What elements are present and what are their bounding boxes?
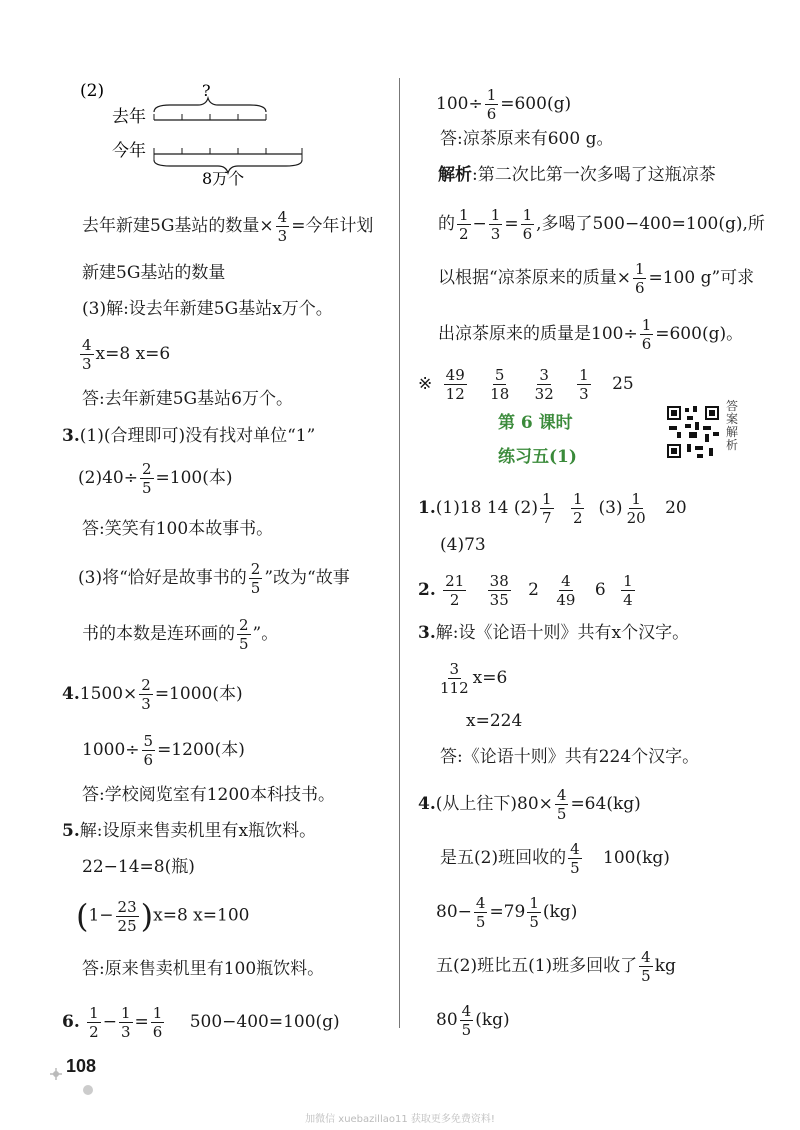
numerator: 2 bbox=[239, 616, 249, 634]
text: =今年计划 bbox=[291, 216, 374, 236]
fraction bbox=[474, 894, 488, 931]
numerator: 1 bbox=[623, 572, 633, 590]
text: 解:设原来售卖机里有x瓶饮料。 bbox=[79, 821, 317, 841]
denominator: 18 bbox=[490, 385, 510, 403]
numerator: 49 bbox=[445, 366, 465, 384]
numerator: 4 bbox=[82, 336, 92, 354]
denominator: 6 bbox=[522, 225, 533, 243]
bonus-answer-line bbox=[418, 366, 634, 403]
numerator: 4 bbox=[475, 894, 486, 912]
denominator: 5 bbox=[461, 1021, 472, 1039]
question-number: 3. bbox=[418, 623, 436, 643]
question-number: 6. bbox=[62, 1012, 80, 1032]
diagram-row-last-year: 去年 bbox=[112, 107, 146, 127]
answer-line bbox=[76, 896, 249, 936]
diagram-row-this-year: 今年 bbox=[112, 141, 146, 161]
exercise-1 bbox=[418, 490, 687, 527]
question-number: 1. bbox=[418, 498, 436, 518]
fraction bbox=[489, 206, 503, 243]
text: 五(2)班比五(1)班多回收了 bbox=[436, 956, 638, 976]
numerator: 1 bbox=[490, 206, 501, 224]
exercise-4 bbox=[418, 786, 641, 823]
fraction bbox=[142, 732, 156, 769]
fraction bbox=[140, 460, 154, 497]
text: (3) bbox=[598, 498, 623, 518]
text: 80 bbox=[436, 1010, 458, 1030]
analysis-line bbox=[438, 260, 754, 297]
text: = bbox=[134, 1012, 149, 1032]
text: 1000÷ bbox=[82, 740, 140, 760]
numerator: 1 bbox=[459, 206, 469, 224]
answer-line bbox=[436, 660, 507, 697]
analysis-line bbox=[438, 206, 765, 243]
text: 解:设《论语十则》共有x个汉字。 bbox=[435, 623, 690, 643]
numerator: 23 bbox=[117, 897, 137, 916]
answer-line bbox=[436, 948, 676, 985]
answer-line: (3)解:设去年新建5G基站x万个。 bbox=[82, 299, 333, 319]
numerator: 2 bbox=[141, 460, 152, 478]
text: 20 bbox=[665, 498, 687, 518]
question-number: 4. bbox=[62, 684, 80, 704]
text: (3)将“恰好是故事书的 bbox=[78, 568, 247, 588]
numerator: 4 bbox=[461, 1002, 472, 1020]
text: kg bbox=[654, 956, 676, 976]
answer-line: 答:去年新建5G基站6万个。 bbox=[82, 389, 293, 409]
numerator: 1 bbox=[579, 366, 589, 384]
qr-code-icon[interactable] bbox=[665, 404, 721, 460]
denominator: 3 bbox=[120, 1023, 131, 1041]
column-divider bbox=[399, 78, 400, 1028]
text: − bbox=[102, 1012, 117, 1032]
right-paren: ) bbox=[140, 897, 154, 935]
fraction bbox=[237, 616, 251, 653]
numerator: 4 bbox=[277, 208, 288, 226]
numerator: 3 bbox=[449, 660, 460, 678]
analysis-line bbox=[438, 316, 743, 353]
denominator: 112 bbox=[440, 679, 469, 697]
denominator: 4 bbox=[623, 591, 633, 609]
text: (2)40÷ bbox=[78, 468, 138, 488]
text: 的 bbox=[438, 214, 455, 234]
text: 1− bbox=[88, 905, 114, 926]
page-number: 108 bbox=[66, 1056, 97, 1076]
denominator: 5 bbox=[239, 635, 249, 653]
numerator: 1 bbox=[522, 206, 533, 224]
exercise-heading: 练习五(1) bbox=[498, 447, 577, 467]
text: =64(kg) bbox=[570, 794, 641, 814]
numerator: 4 bbox=[556, 786, 567, 804]
text: :第二次比第一次多喝了这瓶凉茶 bbox=[472, 165, 716, 185]
numerator: 1 bbox=[120, 1004, 131, 1022]
numerator: 1 bbox=[541, 490, 552, 508]
text: =600(g)。 bbox=[655, 324, 744, 344]
text: (1)(合理即可)没有找对单位“1” bbox=[79, 426, 316, 446]
diagram-amount-label: 8万个 bbox=[202, 169, 245, 188]
fraction bbox=[625, 490, 648, 527]
fraction bbox=[485, 86, 499, 123]
denominator: 5 bbox=[570, 859, 580, 877]
footer-watermark: 加微信 xuebazillao11 获取更多免费资料! bbox=[305, 1114, 495, 1125]
denominator: 20 bbox=[626, 509, 646, 527]
text: (1)18 14 (2) bbox=[435, 498, 538, 518]
text: x=8 x=6 bbox=[95, 344, 171, 364]
numerator: 3 bbox=[539, 366, 549, 384]
question-number: 3. bbox=[62, 426, 80, 446]
fraction bbox=[488, 366, 511, 403]
numerator: 2 bbox=[141, 676, 151, 694]
text: ”。 bbox=[252, 624, 279, 644]
analysis-label: 解析 bbox=[438, 165, 472, 185]
answer-line bbox=[436, 1002, 510, 1039]
denominator: 3 bbox=[490, 225, 501, 243]
numerator: 1 bbox=[634, 260, 645, 278]
answer-line bbox=[82, 732, 245, 769]
text: =100(本) bbox=[155, 468, 233, 488]
reference-mark: ※ bbox=[418, 374, 433, 394]
numerator: 1 bbox=[89, 1004, 99, 1022]
denominator: 2 bbox=[459, 225, 469, 243]
fraction bbox=[438, 660, 471, 697]
text: =1200(本) bbox=[157, 740, 245, 760]
answer-line: 22−14=8(瓶) bbox=[82, 857, 195, 877]
fraction bbox=[571, 490, 585, 527]
text: =600(g) bbox=[500, 94, 572, 114]
segment-diagram bbox=[80, 78, 320, 188]
text: 是五(2)班回收的 bbox=[440, 848, 567, 868]
fraction bbox=[640, 316, 654, 353]
fraction bbox=[151, 1004, 165, 1041]
question-5 bbox=[62, 820, 316, 842]
text: 80− bbox=[436, 902, 472, 922]
fraction bbox=[555, 786, 569, 823]
left-paren: ( bbox=[76, 897, 89, 935]
denominator: 6 bbox=[641, 335, 652, 353]
text: x=8 x=100 bbox=[153, 905, 250, 926]
exercise-2 bbox=[418, 572, 637, 609]
fraction bbox=[249, 560, 263, 597]
text: =79 bbox=[489, 902, 526, 922]
denominator: 25 bbox=[117, 916, 137, 935]
numerator: 1 bbox=[641, 316, 652, 334]
denominator: 5 bbox=[641, 967, 651, 985]
text: x=6 bbox=[472, 668, 508, 688]
question-6 bbox=[62, 1004, 340, 1041]
answer-line: 答:原来售卖机里有100瓶饮料。 bbox=[82, 959, 325, 979]
lesson-heading: 第 6 课时 bbox=[498, 413, 573, 433]
denominator: 5 bbox=[475, 913, 486, 931]
text: (kg) bbox=[475, 1010, 510, 1030]
fraction bbox=[444, 366, 467, 403]
denominator: 7 bbox=[541, 509, 552, 527]
answer-line bbox=[82, 208, 373, 245]
fraction bbox=[119, 1004, 133, 1041]
denominator: 6 bbox=[152, 1023, 163, 1041]
fraction bbox=[521, 206, 535, 243]
text: =100 g”可求 bbox=[648, 268, 755, 288]
text: 出凉茶原来的质量是100÷ bbox=[438, 324, 638, 344]
text: ”改为“故事 bbox=[264, 568, 350, 588]
numerator: 1 bbox=[486, 86, 497, 104]
diagram-part-label: (2) bbox=[80, 81, 105, 101]
diagram-top-brace bbox=[154, 98, 266, 112]
text: ,多喝了500−400=100(g),所 bbox=[536, 214, 765, 234]
denominator: 5 bbox=[141, 479, 152, 497]
denominator: 2 bbox=[572, 509, 583, 527]
numerator: 1 bbox=[529, 894, 539, 912]
fraction bbox=[139, 676, 153, 713]
numerator: 5 bbox=[143, 732, 154, 750]
denominator: 5 bbox=[250, 579, 261, 597]
answer-line: (4)73 bbox=[440, 535, 486, 555]
text: 1500× bbox=[79, 684, 138, 704]
answer-line: 新建5G基站的数量 bbox=[82, 263, 226, 283]
fraction bbox=[80, 336, 94, 373]
fraction bbox=[460, 1002, 474, 1039]
answer-line bbox=[78, 460, 232, 497]
answer-line: 答:凉茶原来有600 g。 bbox=[440, 129, 614, 149]
text: 25 bbox=[612, 374, 634, 394]
numerator: 1 bbox=[631, 490, 641, 508]
answer-line: 答:笑笑有100本故事书。 bbox=[82, 519, 274, 539]
denominator: 2 bbox=[89, 1023, 99, 1041]
qr-caption: 答案解析 bbox=[726, 399, 739, 452]
answer-line bbox=[82, 616, 278, 653]
fraction bbox=[457, 206, 471, 243]
text: 6 bbox=[594, 580, 606, 600]
text: (kg) bbox=[542, 902, 578, 922]
denominator: 3 bbox=[141, 695, 151, 713]
numerator: 4 bbox=[561, 572, 571, 590]
text: =1000(本) bbox=[154, 684, 243, 704]
numerator: 4 bbox=[641, 948, 651, 966]
fraction bbox=[568, 840, 582, 877]
question-number: 5. bbox=[62, 821, 80, 841]
denominator: 5 bbox=[529, 913, 539, 931]
question-4 bbox=[62, 676, 243, 713]
denominator: 12 bbox=[445, 385, 465, 403]
answer-line: 答:《论语十则》共有224个汉字。 bbox=[440, 747, 700, 767]
fraction bbox=[87, 1004, 101, 1041]
analysis-line bbox=[438, 164, 716, 186]
fraction bbox=[554, 572, 577, 609]
numerator: 5 bbox=[494, 366, 505, 384]
answer-line bbox=[78, 560, 350, 597]
fraction bbox=[488, 572, 511, 609]
denominator: 3 bbox=[277, 227, 288, 245]
question-3 bbox=[62, 425, 315, 447]
text: 100÷ bbox=[436, 94, 483, 114]
question-number: 2. bbox=[418, 580, 436, 600]
numerator: 4 bbox=[570, 840, 580, 858]
fraction bbox=[276, 208, 290, 245]
text: (从上往下)80× bbox=[435, 794, 553, 814]
denominator: 3 bbox=[82, 355, 92, 373]
answer-line: x=224 bbox=[466, 711, 523, 731]
numerator: 2 bbox=[250, 560, 261, 578]
numerator: 21 bbox=[445, 572, 465, 590]
numerator: 38 bbox=[489, 572, 509, 590]
answer-line bbox=[436, 86, 571, 123]
question-number: 4. bbox=[418, 794, 436, 814]
fraction bbox=[116, 898, 139, 935]
answer-line bbox=[78, 336, 170, 373]
text: = bbox=[504, 214, 519, 234]
fraction bbox=[533, 366, 556, 403]
numerator: 1 bbox=[572, 490, 583, 508]
denominator: 32 bbox=[534, 385, 554, 403]
fraction bbox=[577, 366, 591, 403]
answer-line: 答:学校阅览室有1200本科技书。 bbox=[82, 785, 335, 805]
text: 2 bbox=[528, 580, 539, 600]
fraction bbox=[633, 260, 647, 297]
answer-line bbox=[436, 894, 577, 931]
text: − bbox=[472, 214, 487, 234]
text: 500−400=100(g) bbox=[189, 1012, 340, 1032]
text: 100(kg) bbox=[603, 848, 670, 868]
denominator: 5 bbox=[556, 805, 567, 823]
text: 以根据“凉茶原来的质量× bbox=[438, 268, 631, 288]
diagram-question-mark: ? bbox=[202, 81, 211, 100]
numerator: 1 bbox=[152, 1004, 163, 1022]
answer-line bbox=[440, 840, 670, 877]
fraction bbox=[527, 894, 541, 931]
fraction bbox=[639, 948, 653, 985]
text: 书的本数是连环画的 bbox=[82, 624, 235, 644]
denominator: 49 bbox=[556, 591, 576, 609]
exercise-3 bbox=[418, 622, 689, 644]
denominator: 6 bbox=[486, 105, 497, 123]
fraction bbox=[540, 490, 554, 527]
denominator: 35 bbox=[489, 591, 509, 609]
denominator: 6 bbox=[143, 751, 154, 769]
denominator: 6 bbox=[634, 279, 645, 297]
fraction bbox=[621, 572, 635, 609]
fraction bbox=[443, 572, 466, 609]
denominator: 3 bbox=[579, 385, 589, 403]
text: 去年新建5G基站的数量× bbox=[82, 216, 274, 236]
denominator: 2 bbox=[449, 591, 460, 609]
